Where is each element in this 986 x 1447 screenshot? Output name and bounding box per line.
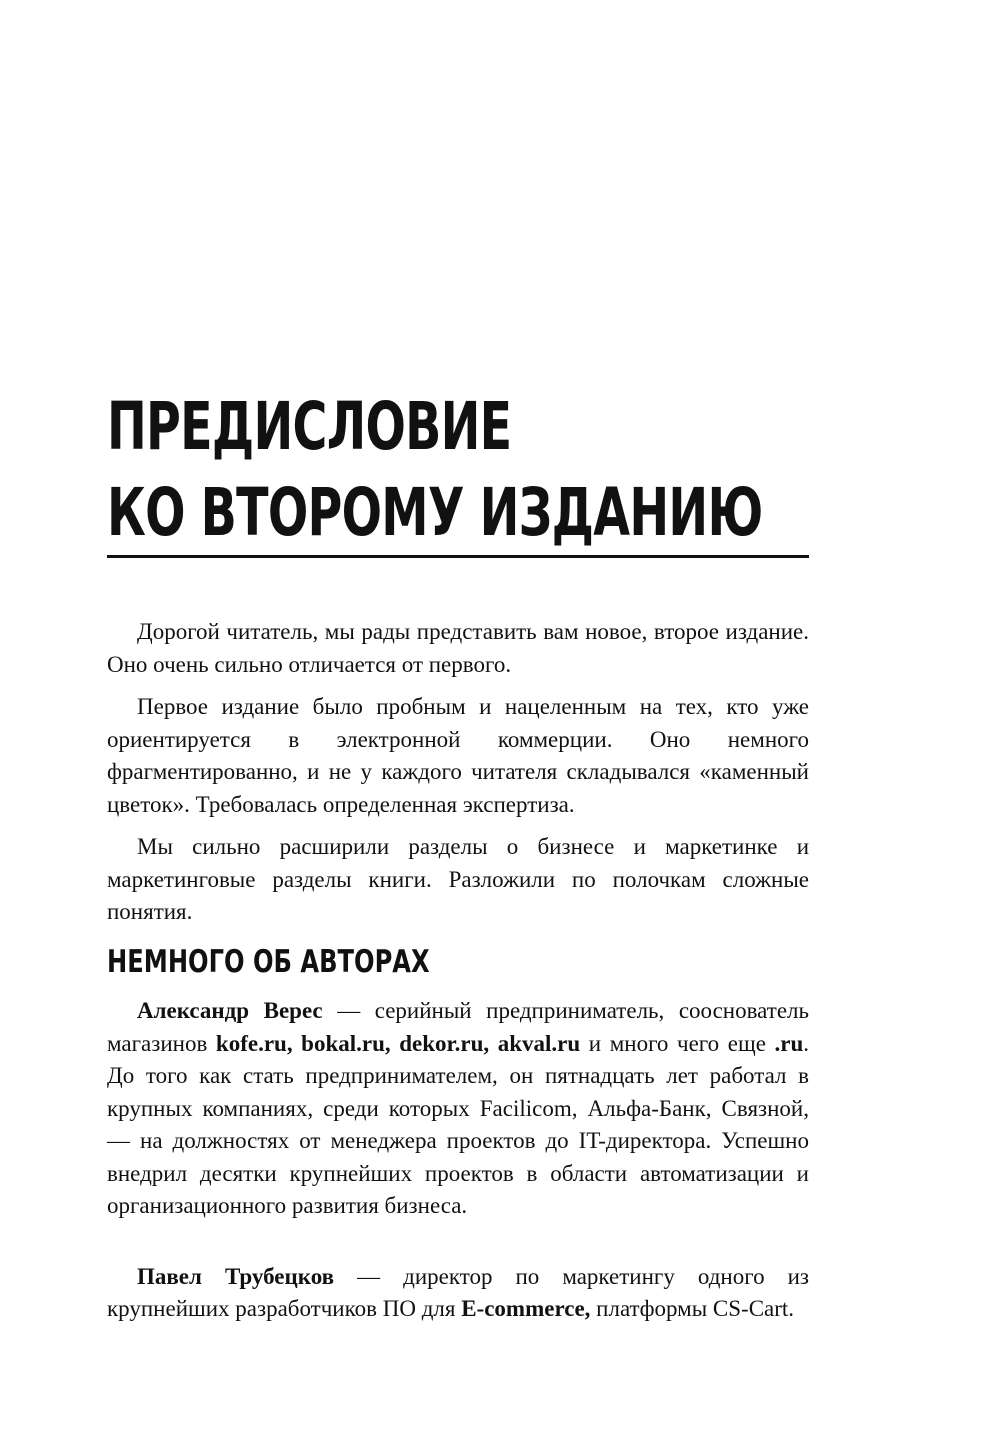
chapter-title: [107, 384, 763, 556]
intro-paragraph-3: Мы сильно расширили разделы о бизнесе и маркетинке и маркетинговые разделы книги. Разложили по полочкам сложные понятия.: [107, 834, 809, 924]
author-2-ecommerce: E-commerce,: [461, 1296, 591, 1321]
chapter-title-line-2: КО ВТОРОМУ ИЗДАНИЮ: [107, 474, 763, 551]
authors-heading: НЕМНОГО ОБ АВТОРАХ: [107, 944, 430, 980]
author-1-sites: kofe.ru, bokal.ru, dekor.ru, akval.ru: [215, 1030, 581, 1056]
author-2-text-b: платформы CS-Cart.: [590, 1296, 795, 1321]
author-1-tld: .ru: [774, 1030, 804, 1056]
author-2-text-a: — директор по маркетингу одного из крупнейших разработчиков ПО для: [107, 1263, 809, 1321]
title-rule: [107, 555, 809, 558]
author-1-text-b: и много чего еще: [580, 1030, 775, 1056]
intro-paragraph-2: Первое издание было пробным и нацеленным на тех, кто уже ориентируется в электронной коммерции. Оно немного фрагментированно, и не у каждого читателя складывался «каменный цветок». Требовалась определенная экспертиза.: [107, 694, 809, 817]
author-2-name: Павел Трубецков: [137, 1263, 335, 1289]
author-2-paragraph: [107, 1261, 809, 1326]
intro-section: [107, 616, 809, 939]
authors-section: [107, 995, 809, 1336]
author-1-text-a: — серийный предприниматель, сооснователь магазинов: [107, 998, 810, 1056]
author-1-paragraph: [107, 995, 809, 1223]
author-1-text-c: . До того как стать предпринимателем, он пятнадцать лет работал в крупных компаниях, среди которых Facilicom, Альфа-Банк, Связной, — на должностях от менеджера проектов до IT-директора. Успешно внедрил десятки крупнейших проектов в области автоматизации и организационного развития бизнеса.: [107, 1030, 810, 1218]
intro-paragraph-1: Дорогой читатель, мы рады представить вам новое, второе издание. Оно очень сильно отличается от первого.: [107, 619, 809, 677]
author-1-name: Александр Верес: [137, 998, 323, 1023]
chapter-title-line-1: ПРЕДИСЛОВИЕ: [107, 388, 512, 465]
